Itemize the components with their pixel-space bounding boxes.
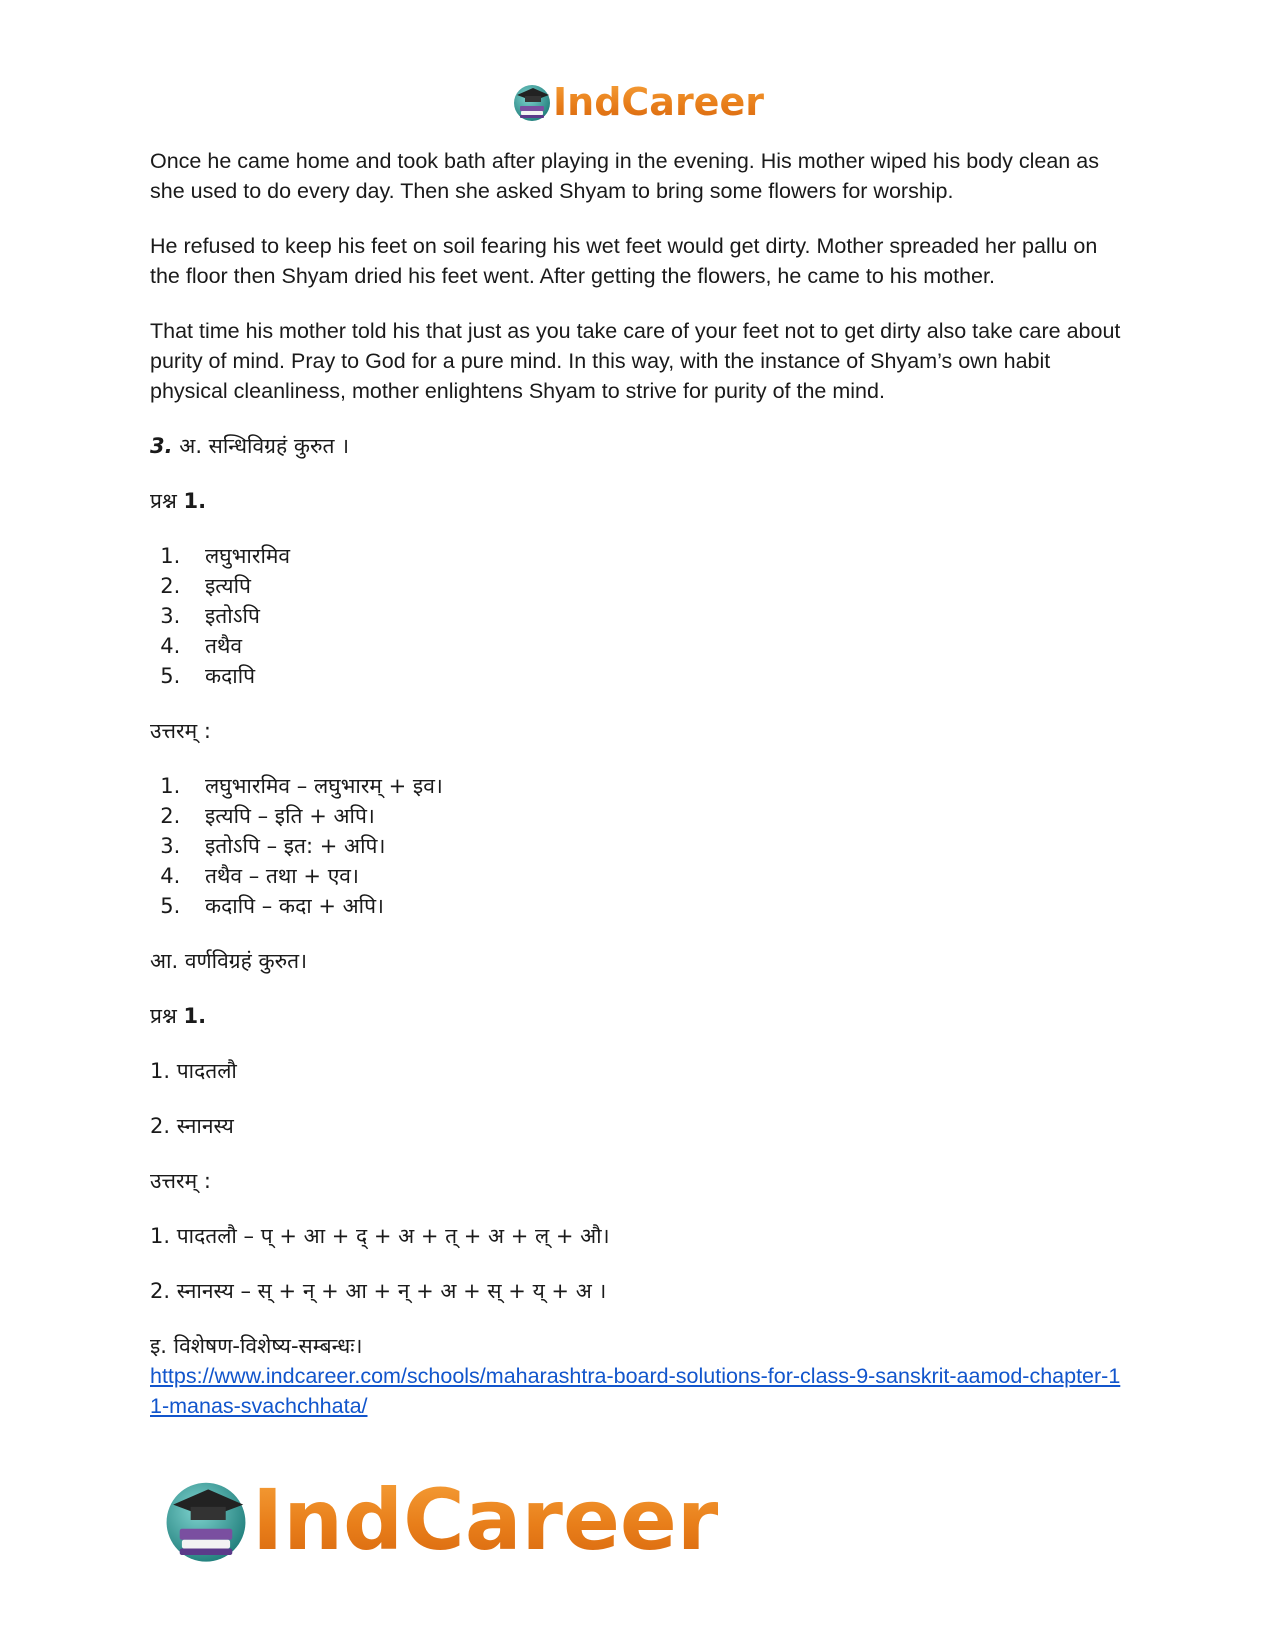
section-b-answer-label: उत्तरम् : <box>150 1169 211 1193</box>
list-item: 1. लघुभारमिव – लघुभारम् + इव। <box>187 771 1130 801</box>
list-item: 3. इतोऽपि – इत: + अपि। <box>187 831 1130 861</box>
section-b-question-label <box>150 1001 1130 1031</box>
logo-wordmark: IndCareer <box>553 80 764 124</box>
source-url-link[interactable]: https://www.indcareer.com/schools/maharashtra-board-solutions-for-class-9-sanskrit-aamod-chapter-11-manas-svachchhata/ <box>150 1364 1121 1418</box>
section-b-heading: आ. वर्णविग्रहं कुरुत। <box>150 949 308 973</box>
list-item: 4. तथैव – तथा + एव। <box>187 861 1130 891</box>
footer-logo[interactable] <box>160 1470 718 1570</box>
section-a-question-list <box>150 541 1130 691</box>
section-a-answer-list <box>150 771 1130 921</box>
section-b-answer-1: 1. पादतलौ – प् + आ + द् + अ + त् + अ + ल् + औ। <box>150 1224 610 1248</box>
section-b-question-1: 1. पादतलौ <box>150 1059 237 1083</box>
question-number: 1. <box>183 1004 207 1028</box>
paragraph-3: That time his mother told his that just as you take care of your feet not to get dirty also take care about purity of mind. Pray to God for a pure mind. In this way, with the instance of Shyam’s own habit physical cleanliness, mother enlightens Shyam to strive for purity of the mind. <box>150 319 1121 403</box>
section-c-heading: इ. विशेषण-विशेष्य-सम्बन्धः। <box>150 1334 363 1358</box>
document-body <box>150 146 1130 1421</box>
list-item: 5. कदापि <box>187 661 1130 691</box>
section-a-title: अ. सन्धिविग्रहं कुरुत । <box>179 434 350 458</box>
list-item: 5. कदापि – कदा + अपि। <box>187 891 1130 921</box>
question-label: प्रश्न <box>150 1004 177 1028</box>
paragraph-2: He refused to keep his feet on soil fearing his wet feet would get dirty. Mother spreaded her pallu on the floor then Shyam dried his feet went. After getting the flowers, he came to his mother. <box>150 234 1098 288</box>
section-b-question-2: 2. स्नानस्य <box>150 1114 234 1138</box>
section-a-heading <box>150 431 1130 461</box>
list-item: 3. इतोऽपि <box>187 601 1130 631</box>
logo-wordmark: IndCareer <box>252 1471 719 1569</box>
graduation-globe-icon <box>511 81 553 123</box>
list-item: 2. इत्यपि <box>187 571 1130 601</box>
graduation-globe-icon <box>160 1474 252 1566</box>
section-number: 3. <box>150 434 173 458</box>
question-number: 1. <box>183 489 207 513</box>
list-item: 4. तथैव <box>187 631 1130 661</box>
section-a-question-label <box>150 486 1130 516</box>
list-item: 2. इत्यपि – इति + अपि। <box>187 801 1130 831</box>
section-b-answer-2: 2. स्नानस्य – स् + न् + आ + न् + अ + स् + य् + अ । <box>150 1279 607 1303</box>
header-logo[interactable] <box>0 78 1275 126</box>
paragraph-1: Once he came home and took bath after playing in the evening. His mother wiped his body clean as she used to do every day. Then she asked Shyam to bring some flowers for worship. <box>150 149 1099 203</box>
section-a-answer-label: उत्तरम् : <box>150 719 211 743</box>
list-item: 1. लघुभारमिव <box>187 541 1130 571</box>
question-label: प्रश्न <box>150 489 177 513</box>
